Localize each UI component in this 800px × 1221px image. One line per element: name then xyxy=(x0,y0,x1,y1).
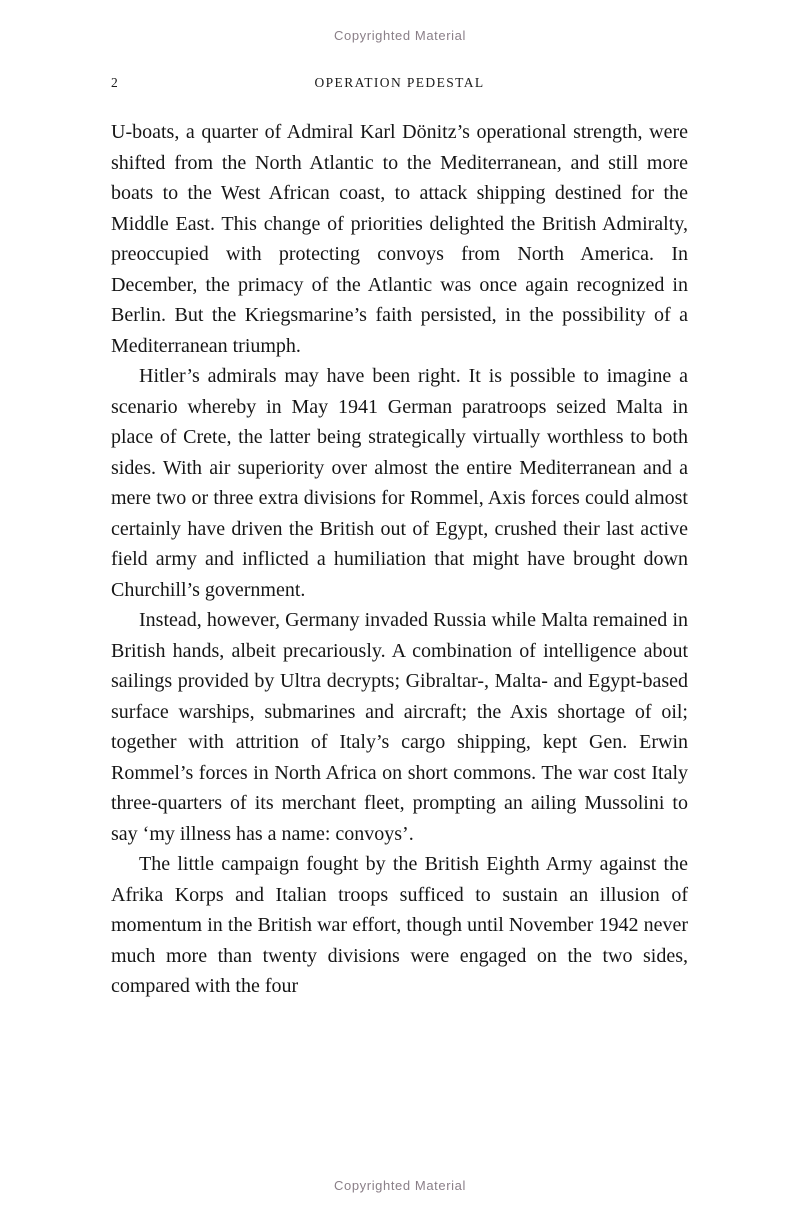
running-title: OPERATION PEDESTAL xyxy=(314,75,485,90)
paragraph: Instead, however, Germany invaded Russia while Malta remained in British hands, albeit precariously. A combination of intelligence about sailings provided by Ultra decrypts; Gibraltar-, Malta- and Egypt-based surface warships, submarines and aircraft; the Axis shortage of oil; together with attrition of Italy’s cargo shipping, kept Gen. Erwin Rommel’s forces in North Africa on short commons. The war cost Italy three-quarters of its merchant fleet, prompting an ailing Mussolini to say ‘my illness has a name: convoys’. xyxy=(111,609,688,845)
paragraph: U-boats, a quarter of Admiral Karl Dönitz’s operational strength, were shifted from the North Atlantic to the Mediterranean, and still more boats to the West African coast, to attack shipping destined for the Middle East. This change of priorities delighted the British Admiralty, preoccupied with protecting convoys from North America. In December, the primacy of the Atlantic was once again recognized in Berlin. But the Kriegsmarine’s faith persisted, in the possibility of a Mediterranean triumph. xyxy=(111,121,688,357)
page-body xyxy=(111,117,688,1002)
copyright-notice-top: Copyrighted Material xyxy=(334,28,466,43)
paragraph: The little campaign fought by the British Eighth Army against the Afrika Korps and Italian troops sufficed to sustain an illusion of momentum in the British war effort, though until November 1942 never much more than twenty divisions were engaged on the two sides, compared with the four xyxy=(111,853,688,997)
page-number: 2 xyxy=(111,75,118,90)
copyright-notice-bottom: Copyrighted Material xyxy=(334,1178,466,1193)
page-header xyxy=(111,75,688,95)
paragraph: Hitler’s admirals may have been right. It is possible to imagine a scenario whereby in May 1941 German paratroops seized Malta in place of Crete, the latter being strategically virtually worthless to both sides. With air superiority over almost the entire Mediterranean and a mere two or three extra divisions for Rommel, Axis forces could almost certainly have driven the British out of Egypt, crushed their last active field army and inflicted a humiliation that might have brought down Churchill’s government. xyxy=(111,365,688,601)
